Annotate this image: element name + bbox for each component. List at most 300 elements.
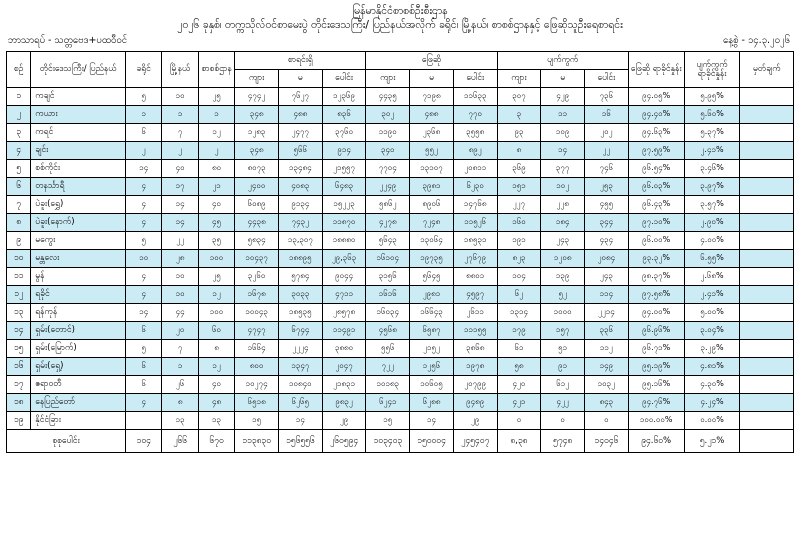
row-absent-female: ၆၁၂: [541, 376, 585, 394]
row-enrolled-male: ၃၄၈: [235, 106, 279, 124]
row-sat-total: ၂၀၈၁၁: [453, 160, 497, 178]
row-sat-total: ၉၄၈၉: [453, 394, 497, 412]
row-sat-female: ၃၉၈၁: [410, 178, 454, 196]
total-absent-total: ၁၄၀၄၆: [585, 430, 629, 453]
col-absent-rate: ပျက်ကွက် ရာခိုင်နှုန်း: [684, 52, 740, 88]
row-sat-total: ၂၆၁၁: [453, 304, 497, 322]
row-sat-rate: ၉၆.၉၆%: [628, 322, 684, 340]
total-sat-rate: ၉၄.၆၀%: [628, 430, 684, 453]
row-sat-total: ၈၈၀၁: [453, 268, 497, 286]
row-absent-rate: ၅.၉၅%: [684, 88, 740, 106]
row-remark: [740, 322, 794, 340]
row-region: တနင်္သာရီ: [31, 178, 126, 196]
row-no: ၉: [7, 232, 31, 250]
col-absent-male: ကျား: [497, 70, 541, 88]
row-sat-female: ၈၉၀၆: [410, 196, 454, 214]
col-absent-female: မ: [541, 70, 585, 88]
row-sat-total: ၁၄၇၆၈: [453, 196, 497, 214]
row-enrolled-male: ၈၀၇၃: [235, 160, 279, 178]
row-township: ၁၄: [162, 196, 198, 214]
row-no: ၆: [7, 178, 31, 196]
row-enrolled-male: ၁၆၆၄: [235, 340, 279, 358]
row-enrolled-male: ၃၂၆၀: [235, 268, 279, 286]
row-absent-rate: ၅.၆၀%: [684, 106, 740, 124]
row-center: ၁၂: [198, 124, 234, 142]
col-district: ခရိုင်: [126, 52, 162, 88]
row-enrolled-male: ၄၇၄၂: [235, 88, 279, 106]
row-enrolled-male: ၁၀၀၄၃: [235, 304, 279, 322]
row-enrolled-female: ၆၇၄၄: [278, 322, 322, 340]
table-row: [7, 88, 794, 106]
row-enrolled-male: ၃၄၈: [235, 142, 279, 160]
row-enrolled-total: ၆၄၈၃: [322, 178, 366, 196]
row-sat-male: ၄၄၃၅: [366, 88, 410, 106]
row-sat-male: ၁၆၁၆: [366, 286, 410, 304]
title-line-1: မြန်မာနိုင်ငံစာစစ်ဦးစီးဌာန: [352, 5, 448, 17]
row-sat-male: ၅၅၆: [366, 340, 410, 358]
row-enrolled-male: ၅၈၃၄: [235, 232, 279, 250]
row-sat-total: ၁၁၅၂၆: [453, 214, 497, 232]
table-row: [7, 196, 794, 214]
row-enrolled-total: ၂၀၄၇: [322, 358, 366, 376]
table-row: [7, 304, 794, 322]
row-region: ရှမ်း(တောင်): [31, 322, 126, 340]
row-district: ၆: [126, 358, 162, 376]
row-absent-male: ၁၃၁၄: [497, 304, 541, 322]
row-district: ၄: [126, 268, 162, 286]
row-absent-total: ၁၁၄: [585, 286, 629, 304]
row-sat-rate: ၉၄.၀၀%: [628, 304, 684, 322]
row-township: ၁၃: [162, 412, 198, 430]
row-enrolled-male: ၁၀၂၇၄: [235, 376, 279, 394]
row-enrolled-female: ၅၆၆: [278, 142, 322, 160]
row-absent-male: ၄၂၁: [497, 394, 541, 412]
row-enrolled-total: ၁၁၈၇၀: [322, 214, 366, 232]
row-remark: [740, 142, 794, 160]
row-sat-male: ၅၆၄၃: [366, 232, 410, 250]
row-absent-rate: ၃.၅၇%: [684, 196, 740, 214]
row-remark: [740, 124, 794, 142]
subject-and-date-row: [6, 34, 794, 48]
row-enrolled-total: ၁၅၂၂၃: [322, 196, 366, 214]
row-absent-male: ၆၂: [497, 286, 541, 304]
total-absent-rate: ၅.၂၁%: [684, 430, 740, 453]
row-remark: [740, 160, 794, 178]
row-sat-female: ၇၁၉၈: [410, 88, 454, 106]
row-region: ပဲခူး(ရွှေ): [31, 196, 126, 214]
row-region: နိုင်ငံခြား: [31, 412, 126, 430]
row-absent-total: ၁၆: [585, 106, 629, 124]
row-sat-total: ၁၁၁၅၅: [453, 322, 497, 340]
row-sat-total: ၁၈၅၃၁: [453, 232, 497, 250]
table-row: [7, 250, 794, 268]
row-district: ၁၄: [126, 160, 162, 178]
row-enrolled-female: ၇၆၂၇: [278, 88, 322, 106]
row-sat-male: ၅၈၆၂: [366, 196, 410, 214]
exam-statistics-table: [6, 51, 794, 453]
row-sat-rate: ၉၆.၀၃%: [628, 178, 684, 196]
col-enrolled-male: ကျား: [235, 70, 279, 88]
row-enrolled-female: ၇၄၃၂: [278, 214, 322, 232]
row-center: ၄၅: [198, 214, 234, 232]
row-sat-total: ၁၉၇၈: [453, 358, 497, 376]
row-absent-total: ၂၄၃: [585, 268, 629, 286]
row-absent-male: ၅၈: [497, 358, 541, 376]
total-sat-male: ၁၀၃၄၀၃: [366, 430, 410, 453]
row-district: ၆: [126, 322, 162, 340]
row-township: ၂၀: [162, 322, 198, 340]
date-label: နေ့စွဲ - ၁၄.၃.၂၀၂၆: [723, 35, 790, 47]
table-row: [7, 322, 794, 340]
row-absent-total: ၂၅၃: [585, 178, 629, 196]
row-enrolled-total: ၄၇၁၁: [322, 286, 366, 304]
total-label: စုစုပေါင်း: [7, 430, 126, 453]
row-sat-total: ၃၈၆၈: [453, 340, 497, 358]
row-sat-female: ၇၂၄၈: [410, 214, 454, 232]
row-remark: [740, 358, 794, 376]
col-township: မြို့နယ်: [162, 52, 198, 88]
row-remark: [740, 106, 794, 124]
table-total-row: [7, 430, 794, 453]
total-remark: [740, 430, 794, 453]
col-absent-group: ပျက်ကွက်: [497, 52, 628, 70]
row-sat-rate: ၉၅.၁၉%: [628, 358, 684, 376]
total-sat-female: ၁၅၀၀၀၄: [410, 430, 454, 453]
row-absent-rate: ၂.၄၁%: [684, 286, 740, 304]
row-sat-total: ၃၅၅၈: [453, 124, 497, 142]
row-absent-rate: ၆.၅၅%: [684, 250, 740, 268]
total-enrolled-female: ၁၅၆၅၅၆: [278, 430, 322, 453]
row-enrolled-male: ၁၀၄၃၇: [235, 250, 279, 268]
row-enrolled-male: ၁၆၇၈: [235, 286, 279, 304]
row-no: ၂: [7, 106, 31, 124]
row-enrolled-male: ၁၅: [235, 412, 279, 430]
total-absent-male: ၈,၃၈: [497, 430, 541, 453]
row-enrolled-total: ၁၈၈၈၀: [322, 232, 366, 250]
row-absent-male: ၂၂၇: [497, 196, 541, 214]
row-sat-male: ၃၁၅၆: [366, 268, 410, 286]
row-absent-rate: ၄.၀၀%: [684, 232, 740, 250]
row-township: ၈: [162, 394, 198, 412]
row-absent-female: ၉၁: [541, 358, 585, 376]
row-absent-male: ၃၆၉: [497, 160, 541, 178]
row-enrolled-female: ၁၄: [278, 412, 322, 430]
row-sat-total: ၈၉၂: [453, 142, 497, 160]
row-enrolled-female: ၁၃,၃၀၇: [278, 232, 322, 250]
row-sat-female: ၁၄: [410, 412, 454, 430]
row-absent-rate: ၃.၉၇%: [684, 178, 740, 196]
row-absent-total: ၈၄၃: [585, 394, 629, 412]
table-row: [7, 124, 794, 142]
row-enrolled-total: ၃၇၆၀: [322, 124, 366, 142]
row-enrolled-male: ၈၀၀: [235, 358, 279, 376]
row-remark: [740, 286, 794, 304]
row-absent-rate: ၄.၃၀%: [684, 376, 740, 394]
row-sat-rate: ၉၆.၅၄%: [628, 160, 684, 178]
row-sat-female: ၅၆၄၅: [410, 268, 454, 286]
document-header: [6, 4, 794, 32]
row-sat-male: ၂၂၄၉: [366, 178, 410, 196]
row-absent-female: ၂၄၃: [541, 232, 585, 250]
row-absent-male: ၆၁: [497, 340, 541, 358]
row-enrolled-female: ၁၈၈၉၅: [278, 250, 322, 268]
row-absent-total: ၇၄၆: [585, 160, 629, 178]
row-sat-rate: ၉၈.၃၇%: [628, 268, 684, 286]
row-sat-total: ၄၅၉၇: [453, 286, 497, 304]
row-enrolled-female: ၁၀၈၄၀: [278, 376, 322, 394]
row-no: ၁၆: [7, 358, 31, 376]
col-sat-female: မ: [410, 70, 454, 88]
total-enrolled-total: ၂၆၀၅၉၄: [322, 430, 366, 453]
row-no: ၃: [7, 124, 31, 142]
row-absent-female: ၁၀၀၀: [541, 304, 585, 322]
row-enrolled-total: ၂၈၅၇၈: [322, 304, 366, 322]
row-center: ၂၁: [198, 178, 234, 196]
row-enrolled-total: ၉၁၄: [322, 142, 366, 160]
row-region: ရှမ်း(မြောက်): [31, 340, 126, 358]
row-remark: [740, 340, 794, 358]
row-sat-rate: ၉၆.၀၀%: [628, 232, 684, 250]
row-absent-male: ၁၉၁: [497, 232, 541, 250]
table-row: [7, 106, 794, 124]
row-sat-rate: ၉၄.၇၆%: [628, 394, 684, 412]
row-no: ၈: [7, 214, 31, 232]
row-center: ၂၅: [198, 88, 234, 106]
row-enrolled-female: ၁၈၅၃၅: [278, 304, 322, 322]
row-district: ၆: [126, 124, 162, 142]
row-region: ကယား: [31, 106, 126, 124]
row-sat-female: ၂၁၅၂: [410, 340, 454, 358]
row-township: ၇: [162, 124, 198, 142]
row-no: ၁၈: [7, 394, 31, 412]
row-absent-rate: ၀.၀၀%: [684, 412, 740, 430]
table-row: [7, 160, 794, 178]
row-center: ၄၀: [198, 376, 234, 394]
table-row: [7, 394, 794, 412]
row-no: ၁၁: [7, 268, 31, 286]
table-row: [7, 178, 794, 196]
row-enrolled-total: ၈၃၆: [322, 106, 366, 124]
row-township: ၄၄: [162, 304, 198, 322]
row-sat-rate: ၉၇.၅၈%: [628, 286, 684, 304]
table-row: [7, 286, 794, 304]
row-absent-male: ၁၅၁: [497, 178, 541, 196]
row-absent-male: ၁၀၄: [497, 268, 541, 286]
row-sat-male: ၇၂၂: [366, 358, 410, 376]
row-enrolled-male: ၄၄၃၈: [235, 214, 279, 232]
row-sat-male: ၆၂၄၁: [366, 394, 410, 412]
row-region: ရန်ကုန်: [31, 304, 126, 322]
row-enrolled-total: ၁၂၃၆၉: [322, 88, 366, 106]
row-sat-female: ၆၅၈၇: [410, 322, 454, 340]
row-center: ၂၅: [198, 268, 234, 286]
row-no: ၁၀: [7, 250, 31, 268]
row-absent-rate: ၅.၃၇%: [684, 124, 740, 142]
row-absent-total: ၁၄၉: [585, 358, 629, 376]
row-sat-male: ၃၄၀: [366, 142, 410, 160]
row-enrolled-female: ၃၀၃၃: [278, 286, 322, 304]
row-sat-female: ၁၃၀၆၄: [410, 232, 454, 250]
row-center: ၁၀၀: [198, 304, 234, 322]
row-sat-female: ၂၉၈၁: [410, 286, 454, 304]
row-sat-rate: ၉၄.၆၃%: [628, 124, 684, 142]
row-sat-male: ၄၅၆၈: [366, 322, 410, 340]
row-enrolled-total: ၂၁၈၃၁: [322, 376, 366, 394]
row-enrolled-total: ၂၁၅၅၇: [322, 160, 366, 178]
row-absent-total: ၃၃၆: [585, 322, 629, 340]
row-absent-total: ၁၁၂: [585, 340, 629, 358]
row-region: စစ်ကိုင်း: [31, 160, 126, 178]
row-region: ချင်း: [31, 142, 126, 160]
row-absent-male: ၈၂၃: [497, 250, 541, 268]
row-district: ၄: [126, 214, 162, 232]
row-township: ၁၀: [162, 268, 198, 286]
row-absent-total: ၁၀၃၂: [585, 376, 629, 394]
row-center: ၄၈: [198, 394, 234, 412]
row-no: ၁၄: [7, 322, 31, 340]
row-region: ကရင်: [31, 124, 126, 142]
col-region: တိုင်းဒေသကြီး/ ပြည်နယ်: [31, 52, 126, 88]
row-enrolled-total: ၁၁၄၉၁: [322, 322, 366, 340]
row-remark: [740, 214, 794, 232]
row-center: ၁၂: [198, 358, 234, 376]
row-absent-female: ၁၅၇: [541, 322, 585, 340]
row-enrolled-total: ၉၈၃၂: [322, 394, 366, 412]
row-enrolled-male: ၆၀၈၉: [235, 196, 279, 214]
table-row: [7, 268, 794, 286]
row-absent-male: ၃၀၇: [497, 88, 541, 106]
table-body: [7, 88, 794, 430]
row-center: ၄၀: [198, 196, 234, 214]
row-absent-female: ၂၂၈: [541, 196, 585, 214]
row-absent-total: ၀: [585, 412, 629, 430]
row-absent-rate: ၂.၄၁%: [684, 142, 740, 160]
row-sat-female: ၁၀၆၀၅: [410, 376, 454, 394]
row-sat-male: ၁၁၉၀: [366, 124, 410, 142]
row-remark: [740, 250, 794, 268]
row-absent-rate: ၃.၂၉%: [684, 340, 740, 358]
col-remark: မှတ်ချက်: [740, 52, 794, 88]
col-enrolled-female: မ: [278, 70, 322, 88]
row-absent-male: ၁၆၀: [497, 214, 541, 232]
row-sat-rate: ၁၀၀.၀၀%: [628, 412, 684, 430]
row-no: ၇: [7, 196, 31, 214]
row-center: ၃၅: [198, 232, 234, 250]
row-remark: [740, 88, 794, 106]
row-no: ၅: [7, 160, 31, 178]
row-absent-rate: ၄.၈၁%: [684, 358, 740, 376]
row-absent-rate: ၃.၀၄%: [684, 322, 740, 340]
row-township: ၁၇: [162, 178, 198, 196]
row-absent-female: ၁၀၉: [541, 124, 585, 142]
row-enrolled-male: ၆၅၁၈: [235, 394, 279, 412]
row-absent-total: ၂၂: [585, 142, 629, 160]
row-region: မန္တလေး: [31, 250, 126, 268]
row-district: ၅: [126, 88, 162, 106]
total-district: ၁၀၄: [126, 430, 162, 453]
row-region: ဧရာဝတီ: [31, 376, 126, 394]
col-enrolled-group: စာရင်းရှိ: [235, 52, 366, 70]
row-enrolled-female: ၆၂၆၅: [278, 394, 322, 412]
row-absent-female: ၄၂၉: [541, 88, 585, 106]
row-region: နေပြည်တော်: [31, 394, 126, 412]
row-sat-female: ၅၅၂: [410, 142, 454, 160]
row-region: မွန်: [31, 268, 126, 286]
table-header-row-1: [7, 52, 794, 70]
row-absent-rate: ၅.၀၀%: [684, 304, 740, 322]
row-township: ၁၀: [162, 88, 198, 106]
row-no: ၁၃: [7, 304, 31, 322]
row-township: ၂၂: [162, 232, 198, 250]
row-region: ကချင်: [31, 88, 126, 106]
row-remark: [740, 268, 794, 286]
total-absent-female: ၅၇၄၈: [541, 430, 585, 453]
row-sat-male: ၁၆၁၀၄: [366, 250, 410, 268]
row-absent-male: ၄၂၀: [497, 376, 541, 394]
row-sat-female: ၁၉၇၃၅: [410, 250, 454, 268]
title-line-2: ၂၀၂၆ ခုနှစ်၊ တက္ကသိုလ်ဝင်စာမေးပွဲ တိုင်းဒေသကြီး/ ပြည်နယ်အလိုက် ခရိုင်၊ မြို့နယ်၊ စာစစ်ဌာနနှင့် ဖြေဆိုသူဦးရေစာရင်း: [177, 19, 623, 32]
row-absent-total: ၂၀၂: [585, 124, 629, 142]
table-row: [7, 214, 794, 232]
table-row: [7, 358, 794, 376]
table-row: [7, 232, 794, 250]
row-center: ၈၀: [198, 160, 234, 178]
table-row: [7, 376, 794, 394]
col-enrolled-total: ပေါင်း: [322, 70, 366, 88]
total-sat-total: ၂၄၅၄၀၇: [453, 430, 497, 453]
table-row: [7, 142, 794, 160]
row-sat-female: ၆၂၈၈: [410, 394, 454, 412]
row-enrolled-total: ၂၉: [322, 412, 366, 430]
row-absent-male: ၀: [497, 412, 541, 430]
row-township: ၂၈: [162, 250, 198, 268]
row-district: ၄: [126, 286, 162, 304]
row-sat-total: ၂၇၆၇၉: [453, 250, 497, 268]
row-absent-female: ၁၂၀၈: [541, 250, 585, 268]
row-center: ၁၂: [198, 286, 234, 304]
row-enrolled-total: ၂၉,၃၆၃: [322, 250, 366, 268]
row-enrolled-male: ၁၂၈၃: [235, 124, 279, 142]
row-enrolled-female: ၉၁၃၄: [278, 196, 322, 214]
row-absent-male: ၈: [497, 142, 541, 160]
row-remark: [740, 178, 794, 196]
row-center: ၆၀: [198, 322, 234, 340]
row-remark: [740, 304, 794, 322]
row-district: [126, 412, 162, 430]
col-sat-male: ကျား: [366, 70, 410, 88]
row-no: ၁: [7, 88, 31, 106]
row-township: ၁၄: [162, 214, 198, 232]
row-district: ၄: [126, 196, 162, 214]
row-sat-total: ၁၁၆၃၃: [453, 88, 497, 106]
row-absent-rate: ၂.၆၈%: [684, 268, 740, 286]
row-region: ရှမ်း(ရှေ့): [31, 358, 126, 376]
row-sat-male: ၇၇၀၄: [366, 160, 410, 178]
row-sat-female: ၁၃၁၀၇: [410, 160, 454, 178]
row-enrolled-female: ၂၂၂၄: [278, 340, 322, 358]
row-enrolled-total: ၃၈၈၀: [322, 340, 366, 358]
row-absent-rate: ၃.၄၆%: [684, 160, 740, 178]
row-enrolled-female: ၄၈၈: [278, 106, 322, 124]
total-center: ၆၇၀: [198, 430, 234, 453]
row-sat-male: ၁၆၀၃၄: [366, 304, 410, 322]
row-sat-male: ၁၅: [366, 412, 410, 430]
row-absent-total: ၄၅၅: [585, 196, 629, 214]
row-township: ၄၀: [162, 160, 198, 178]
row-center: ၁: [198, 106, 234, 124]
col-sat-rate: ဖြေဆို ရာခိုင်နှုန်း: [628, 52, 684, 88]
row-district: ၆: [126, 376, 162, 394]
